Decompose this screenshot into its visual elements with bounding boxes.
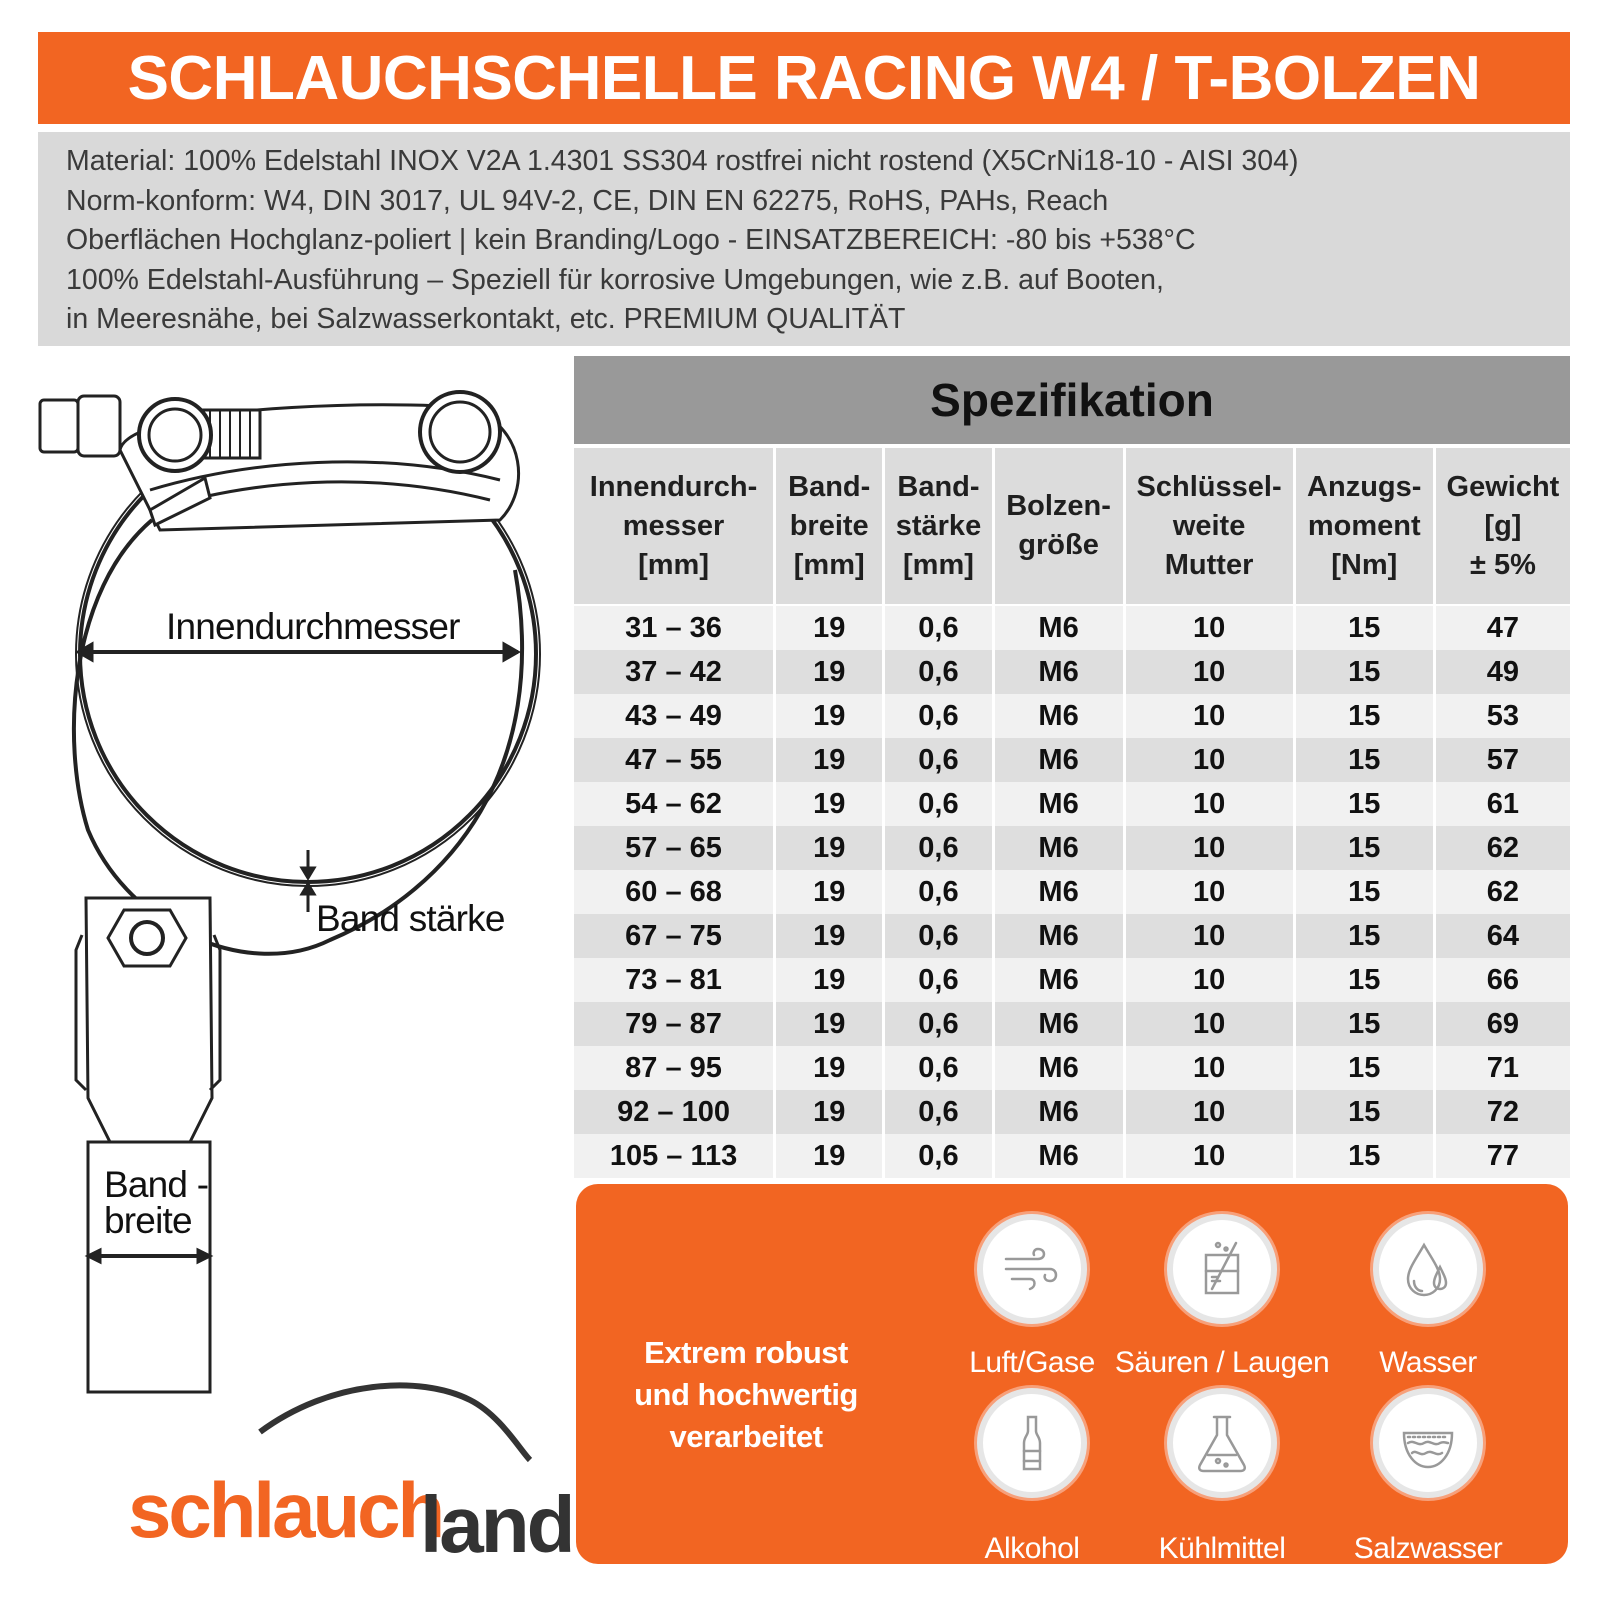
cell-inner-diameter: 57 – 65: [574, 826, 773, 870]
cell-torque: 15: [1296, 1046, 1433, 1090]
cell-wrench-size: 10: [1126, 1090, 1293, 1134]
cell-band-width: 19: [776, 650, 882, 694]
cell-weight: 62: [1436, 826, 1570, 870]
spec-title: Spezifikation: [574, 356, 1570, 444]
logo-text-part1: schlauch: [128, 1466, 443, 1554]
water-drop-icon: [1396, 1237, 1460, 1301]
width-label-line2: breite: [104, 1200, 192, 1241]
cell-inner-diameter: 92 – 100: [574, 1090, 773, 1134]
cell-torque: 15: [1296, 650, 1433, 694]
clamp-band-outline: [74, 520, 522, 954]
feature-coolant: [1102, 1388, 1342, 1566]
cell-band-thickness: 0,6: [885, 1002, 991, 1046]
brand-logo: [128, 1415, 573, 1569]
cell-torque: 15: [1296, 1134, 1433, 1178]
cell-inner-diameter: 54 – 62: [574, 782, 773, 826]
col-header-inner-diameter: Innendurch- messer [mm]: [574, 448, 773, 606]
cell-band-width: 19: [776, 826, 882, 870]
cell-weight: 49: [1436, 650, 1570, 694]
cell-band-thickness: 0,6: [885, 1134, 991, 1178]
info-line: in Meeresnähe, bei Salzwasserkontakt, etc. PREMIUM QUALITÄT: [66, 303, 906, 335]
salt-water-icon: [1396, 1411, 1460, 1475]
cell-bolt-size: M6: [995, 1134, 1123, 1178]
cell-band-width: 19: [776, 1134, 882, 1178]
cell-weight: 62: [1436, 870, 1570, 914]
cell-band-width: 19: [776, 694, 882, 738]
cell-bolt-size: M6: [995, 782, 1123, 826]
cell-wrench-size: 10: [1126, 1046, 1293, 1090]
cell-band-thickness: 0,6: [885, 650, 991, 694]
info-line: 100% Edelstahl-Ausführung – Speziell für korrosive Umgebungen, wie z.B. auf Booten,: [66, 263, 1164, 296]
cell-band-width: 19: [776, 1090, 882, 1134]
feature-label: Wasser: [1379, 1346, 1477, 1379]
cell-wrench-size: 10: [1126, 694, 1293, 738]
cell-band-width: 19: [776, 1046, 882, 1090]
cell-bolt-size: M6: [995, 870, 1123, 914]
cell-bolt-size: M6: [995, 1090, 1123, 1134]
cell-band-width: 19: [776, 914, 882, 958]
cell-band-thickness: 0,6: [885, 914, 991, 958]
cell-weight: 71: [1436, 1046, 1570, 1090]
cell-band-thickness: 0,6: [885, 826, 991, 870]
table-row: [574, 738, 1570, 782]
table-row: [574, 1046, 1570, 1090]
table-row: [574, 694, 1570, 738]
cell-band-width: 19: [776, 606, 882, 650]
feature-label: Kühlmittel: [1158, 1532, 1286, 1565]
width-label-line1: Band -: [104, 1164, 209, 1205]
specification-panel: [574, 356, 1570, 1172]
cell-torque: 15: [1296, 1002, 1433, 1046]
feature-label: Säuren / Laugen: [1114, 1346, 1330, 1379]
cell-band-width: 19: [776, 958, 882, 1002]
cell-weight: 69: [1436, 1002, 1570, 1046]
cell-inner-diameter: 43 – 49: [574, 694, 773, 738]
cell-torque: 15: [1296, 738, 1433, 782]
cell-band-thickness: 0,6: [885, 1046, 991, 1090]
quality-slogan: Extrem robust und hochwertig verarbeitet: [634, 1335, 858, 1454]
cell-inner-diameter: 37 – 42: [574, 650, 773, 694]
cell-band-thickness: 0,6: [885, 782, 991, 826]
col-header-wrench-size: Schlüssel- weite Mutter: [1126, 448, 1293, 606]
table-row: [574, 958, 1570, 1002]
side-view-nut: [108, 910, 186, 966]
cell-weight: 61: [1436, 782, 1570, 826]
nut: [40, 400, 78, 452]
cell-inner-diameter: 79 – 87: [574, 1002, 773, 1046]
cell-wrench-size: 10: [1126, 958, 1293, 1002]
cell-bolt-size: M6: [995, 650, 1123, 694]
cell-weight: 66: [1436, 958, 1570, 1002]
flask-icon: [1190, 1411, 1254, 1475]
cell-wrench-size: 10: [1126, 1002, 1293, 1046]
page-title: SCHLAUCHSCHELLE RACING W4 / T-BOLZEN: [127, 43, 1481, 113]
cell-inner-diameter: 87 – 95: [574, 1046, 773, 1090]
cell-weight: 64: [1436, 914, 1570, 958]
table-row: [574, 606, 1570, 650]
cell-wrench-size: 10: [1126, 782, 1293, 826]
table-row: [574, 826, 1570, 870]
cell-band-thickness: 0,6: [885, 694, 991, 738]
cell-torque: 15: [1296, 870, 1433, 914]
diameter-label: Innendurchmesser: [166, 606, 460, 647]
cell-band-thickness: 0,6: [885, 958, 991, 1002]
cell-wrench-size: 10: [1126, 606, 1293, 650]
table-row: [574, 782, 1570, 826]
cell-bolt-size: M6: [995, 958, 1123, 1002]
cell-bolt-size: M6: [995, 826, 1123, 870]
cell-band-thickness: 0,6: [885, 1090, 991, 1134]
cell-wrench-size: 10: [1126, 650, 1293, 694]
cell-bolt-size: M6: [995, 694, 1123, 738]
cell-inner-diameter: 105 – 113: [574, 1134, 773, 1178]
trunnion: [420, 392, 500, 472]
cell-bolt-size: M6: [995, 606, 1123, 650]
cell-band-width: 19: [776, 1002, 882, 1046]
feature-acids: [1102, 1214, 1342, 1380]
cell-torque: 15: [1296, 782, 1433, 826]
cell-band-width: 19: [776, 738, 882, 782]
table-row: [574, 914, 1570, 958]
cell-inner-diameter: 47 – 55: [574, 738, 773, 782]
cell-band-width: 19: [776, 870, 882, 914]
title-banner: [38, 32, 1570, 124]
cell-weight: 72: [1436, 1090, 1570, 1134]
cell-wrench-size: 10: [1126, 826, 1293, 870]
col-header-torque: Anzugs- moment [Nm]: [1296, 448, 1433, 606]
cell-bolt-size: M6: [995, 1002, 1123, 1046]
cell-inner-diameter: 31 – 36: [574, 606, 773, 650]
cell-torque: 15: [1296, 826, 1433, 870]
cell-weight: 77: [1436, 1134, 1570, 1178]
thickness-label: Band stärke: [316, 898, 505, 939]
logo-text-part2: land: [420, 1480, 573, 1569]
feature-label: Luft/Gase: [969, 1346, 1095, 1379]
table-header-row: [574, 448, 1570, 606]
cell-inner-diameter: 73 – 81: [574, 958, 773, 1002]
cell-wrench-size: 10: [1126, 1134, 1293, 1178]
material-info-box: [38, 132, 1570, 346]
table-row: [574, 870, 1570, 914]
cell-band-thickness: 0,6: [885, 606, 991, 650]
cell-inner-diameter: 60 – 68: [574, 870, 773, 914]
cell-wrench-size: 10: [1126, 914, 1293, 958]
col-header-band-thickness: Band- stärke [mm]: [885, 448, 991, 606]
table-row: [574, 1090, 1570, 1134]
cell-bolt-size: M6: [995, 914, 1123, 958]
col-header-bolt-size: Bolzen- größe: [995, 448, 1123, 606]
cell-band-thickness: 0,6: [885, 870, 991, 914]
table-row: [574, 650, 1570, 694]
air-gas-icon: [1000, 1237, 1064, 1301]
cell-bolt-size: M6: [995, 738, 1123, 782]
cell-inner-diameter: 67 – 75: [574, 914, 773, 958]
col-header-weight: Gewicht [g] ± 5%: [1436, 448, 1570, 606]
cell-band-width: 19: [776, 782, 882, 826]
features-panel: [576, 1184, 1568, 1564]
cell-band-thickness: 0,6: [885, 738, 991, 782]
feature-water: [1308, 1214, 1548, 1380]
cell-bolt-size: M6: [995, 1046, 1123, 1090]
cell-weight: 53: [1436, 694, 1570, 738]
cell-weight: 57: [1436, 738, 1570, 782]
info-line: Oberflächen Hochglanz-poliert | kein Branding/Logo - EINSATZBEREICH: -80 bis +538°C: [66, 224, 1196, 256]
info-line: Norm-konform: W4, DIN 3017, UL 94V-2, CE, DIN EN 62275, RoHS, PAHs, Reach: [66, 184, 1109, 217]
cell-torque: 15: [1296, 958, 1433, 1002]
feature-label: Alkohol: [984, 1532, 1080, 1565]
col-header-band-width: Band- breite [mm]: [776, 448, 882, 606]
table-row: [574, 1002, 1570, 1046]
table-row: [574, 1134, 1570, 1178]
cell-torque: 15: [1296, 1090, 1433, 1134]
acid-beaker-icon: [1190, 1237, 1254, 1301]
bottle-icon: [1000, 1411, 1064, 1475]
feature-label: Salzwasser: [1353, 1532, 1503, 1565]
info-line: Material: 100% Edelstahl INOX V2A 1.4301 SS304 rostfrei nicht rostend (X5CrNi18-10 - AISI 304): [66, 145, 1299, 177]
cell-wrench-size: 10: [1126, 738, 1293, 782]
spec-table: [571, 448, 1573, 1178]
cell-torque: 15: [1296, 606, 1433, 650]
cell-torque: 15: [1296, 914, 1433, 958]
cell-wrench-size: 10: [1126, 870, 1293, 914]
cell-torque: 15: [1296, 694, 1433, 738]
feature-salt-water: [1308, 1388, 1548, 1566]
cell-weight: 47: [1436, 606, 1570, 650]
